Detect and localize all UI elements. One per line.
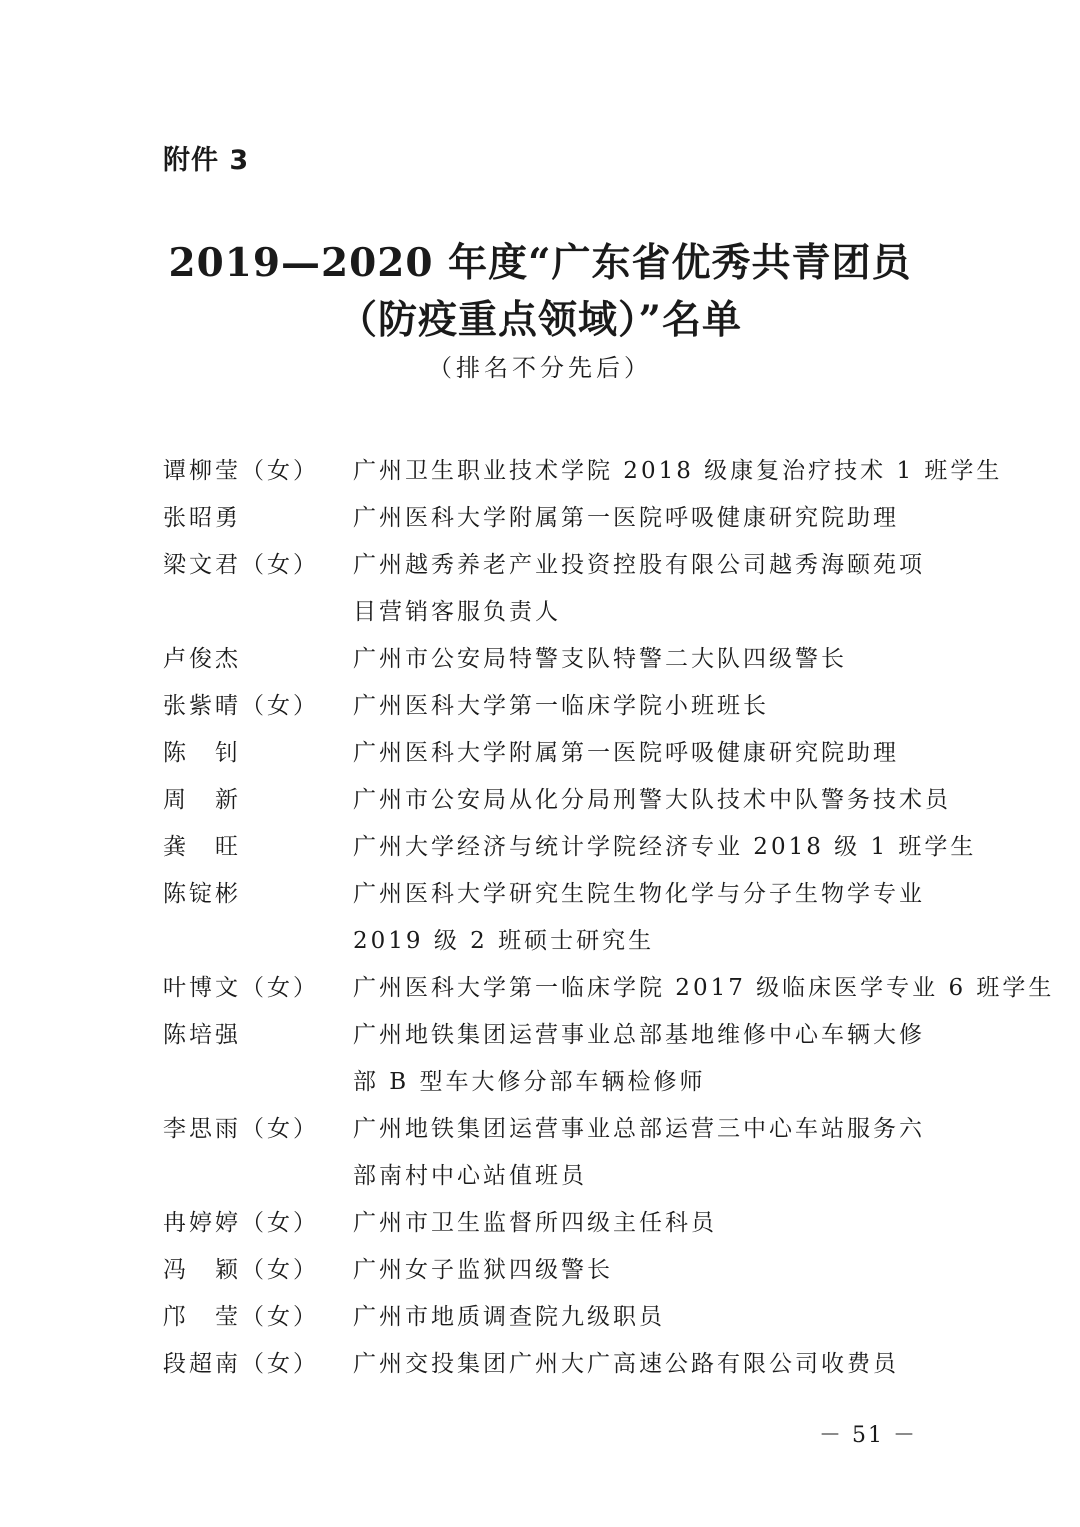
honoree-affiliation [353,542,925,636]
honoree-affiliation [353,683,918,730]
affiliation-line: 广州越秀养老产业投资控股有限公司越秀海颐苑项 [353,552,925,578]
list-item [163,495,923,542]
honoree-affiliation [353,730,918,777]
affiliation-line: 广州医科大学附属第一医院呼吸健康研究院助理 [353,505,899,531]
honoree-name: 张昭勇 [163,505,241,531]
honoree-name: 龚 旺 [163,834,241,860]
affiliation-line: 广州女子监狱四级警长 [353,1257,613,1283]
affiliation-line: 目营销客服负责人 [353,599,561,625]
affiliation-line: 2019 级 2 班硕士研究生 [353,928,655,954]
honoree-name: 段超南（女） [163,1351,319,1377]
affiliation-line: 广州地铁集团运营事业总部运营三中心车站服务六 [353,1116,925,1142]
list-item [163,542,923,636]
attachment-label: 附件 3 [163,145,250,176]
list-item [163,1106,923,1200]
affiliation-line: 部南村中心站值班员 [353,1163,587,1189]
honoree-name: 李思雨（女） [163,1116,319,1142]
honoree-name: 梁文君（女） [163,552,319,578]
honoree-affiliation [353,965,1055,1012]
honoree-affiliation [353,448,1003,495]
honoree-affiliation [353,1012,925,1106]
page-title-line-2: （防疫重点领域）”名单 [338,297,742,343]
affiliation-line: 广州医科大学附属第一医院呼吸健康研究院助理 [353,740,899,766]
honoree-affiliation [353,495,918,542]
honoree-affiliation [353,636,918,683]
affiliation-line: 广州地铁集团运营事业总部基地维修中心车辆大修 [353,1022,925,1048]
honoree-affiliation [353,824,977,871]
honoree-affiliation [353,1294,918,1341]
honoree-name: 谭柳莹（女） [163,458,319,484]
affiliation-line: 广州市公安局从化分局刑警大队技术中队警务技术员 [353,787,951,813]
list-item [163,1294,923,1341]
honoree-affiliation [353,1247,918,1294]
affiliation-line: 广州医科大学研究生院生物化学与分子生物学专业 [353,881,925,907]
affiliation-line: 广州交投集团广州大广高速公路有限公司收费员 [353,1351,899,1377]
list-item [163,1341,923,1388]
affiliation-line: 广州医科大学第一临床学院 2017 级临床医学专业 6 班学生 [353,975,1055,1001]
list-item [163,777,951,824]
honoree-name: 陈 钊 [163,740,241,766]
list-item [163,871,923,965]
affiliation-line: 广州医科大学第一临床学院小班班长 [353,693,769,719]
honoree-name: 卢俊杰 [163,646,241,672]
honoree-name: 冉婷婷（女） [163,1210,319,1236]
page-title-line-1: 2019—2020 年度“广东省优秀共青团员 [168,240,912,286]
honoree-name: 冯 颖（女） [163,1257,319,1283]
honoree-name: 周 新 [163,787,241,813]
affiliation-line: 广州市卫生监督所四级主任科员 [353,1210,717,1236]
page-subtitle: （排名不分先后） [428,354,652,382]
affiliation-line: 广州市公安局特警支队特警二大队四级警长 [353,646,847,672]
honoree-name: 陈锭彬 [163,881,241,907]
honoree-name: 张紫晴（女） [163,693,319,719]
honoree-name: 陈培强 [163,1022,241,1048]
honoree-affiliation [353,1200,918,1247]
honoree-affiliation [353,871,925,965]
honoree-list [163,448,1055,1388]
list-item [163,448,1003,495]
page-number: － 51 － [819,1423,917,1448]
list-item [163,1247,923,1294]
affiliation-line: 广州卫生职业技术学院 2018 级康复治疗技术 1 班学生 [353,458,1003,484]
honoree-affiliation [353,1106,925,1200]
list-item [163,965,1055,1012]
honoree-name: 邝 莹（女） [163,1304,319,1330]
list-item [163,683,923,730]
list-item [163,824,977,871]
honoree-name: 叶博文（女） [163,975,319,1001]
honoree-affiliation [353,777,951,824]
list-item [163,636,923,683]
list-item [163,730,923,777]
affiliation-line: 广州市地质调查院九级职员 [353,1304,665,1330]
affiliation-line: 广州大学经济与统计学院经济专业 2018 级 1 班学生 [353,834,977,860]
affiliation-line: 部 B 型车大修分部车辆检修师 [353,1069,706,1095]
list-item [163,1012,923,1106]
list-item [163,1200,923,1247]
honoree-affiliation [353,1341,918,1388]
